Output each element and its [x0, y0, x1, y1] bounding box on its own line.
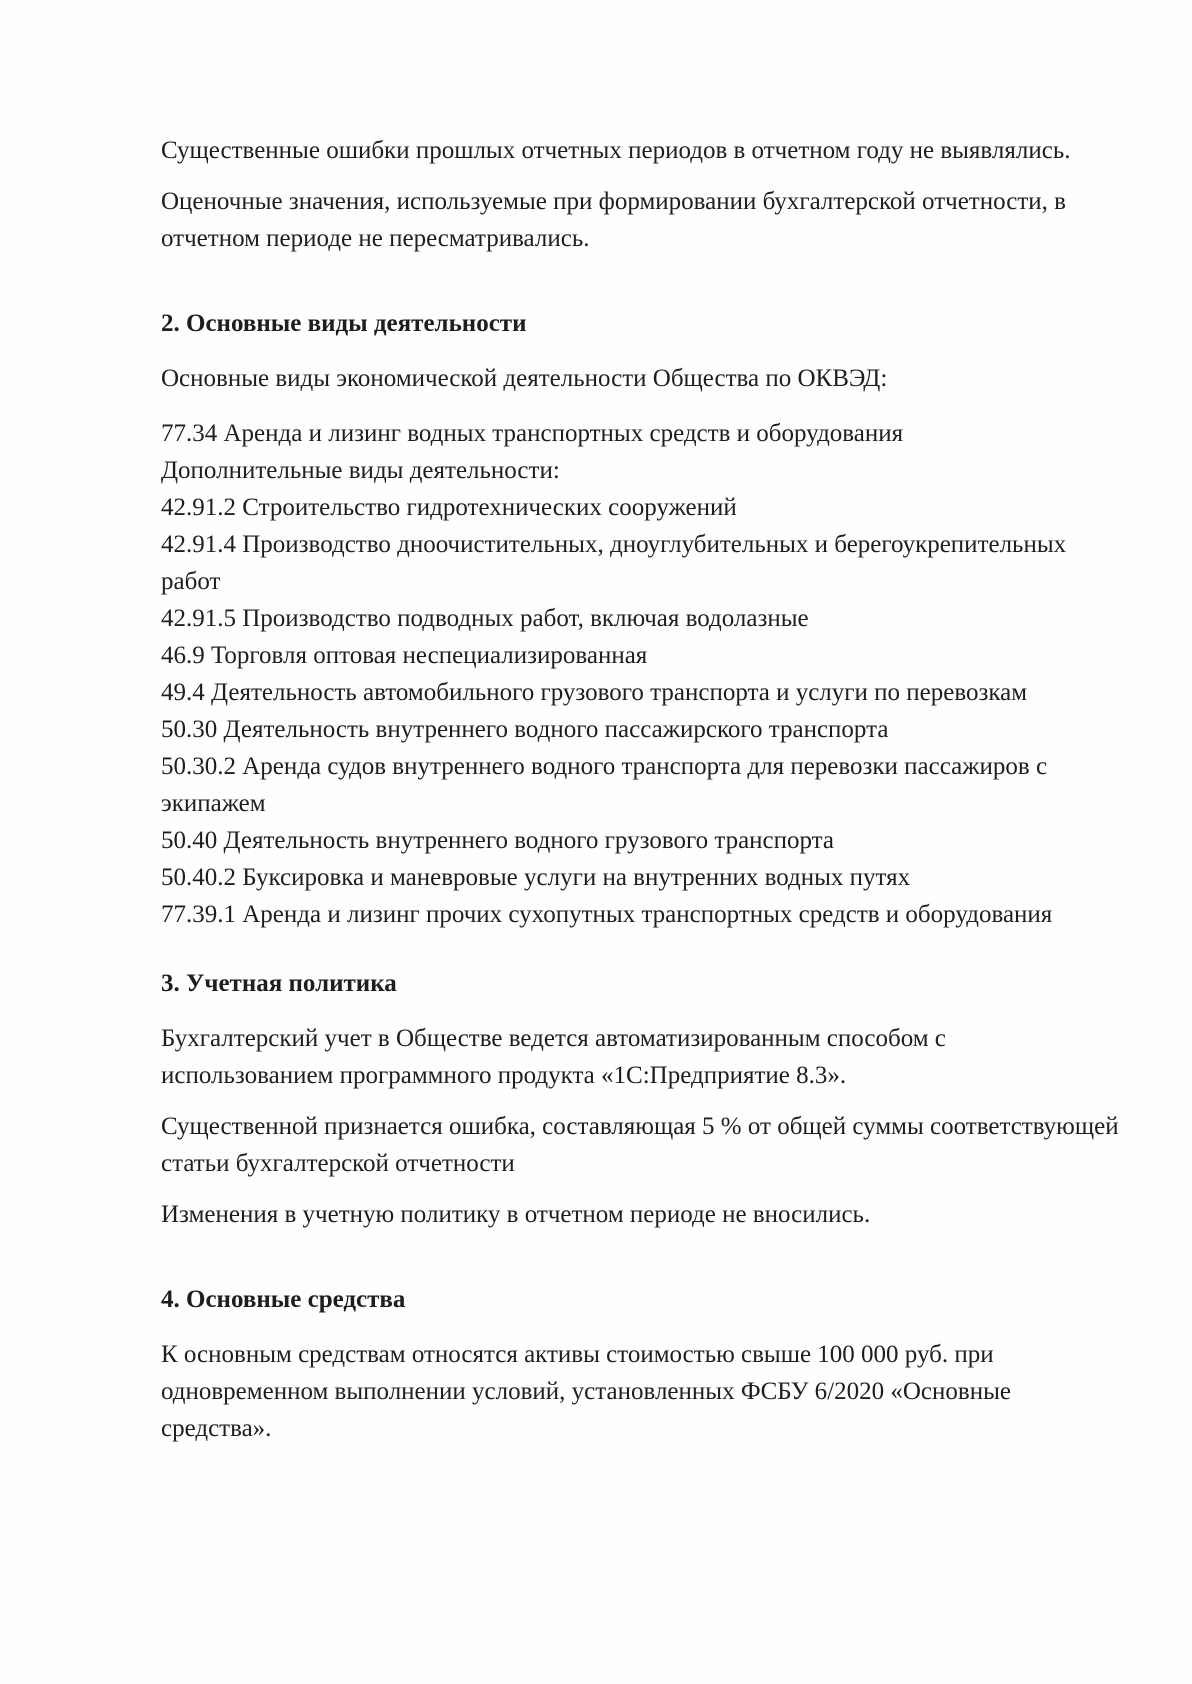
list-item: 77.39.1 Аренда и лизинг прочих сухопутных транспортных средств и оборудования — [161, 901, 1053, 928]
list-item: 50.30 Деятельность внутреннего водного пассажирского транспорта — [161, 716, 889, 743]
list-item: 46.9 Торговля оптовая неспециализированная — [161, 642, 648, 669]
additional-activities-label: Дополнительные виды деятельности: — [161, 457, 560, 484]
section-3-heading: 3. Учетная политика — [161, 970, 397, 997]
section-3-paragraph-software: Бухгалтерский учет в Обществе ведется автоматизированным способом с использованием программного продукта «1С:Предприятие 8.3». — [161, 1025, 946, 1089]
document-body — [161, 132, 1121, 1447]
list-item: 50.40.2 Буксировка и маневровые услуги на внутренних водных путях — [161, 864, 911, 891]
main-activity: 77.34 Аренда и лизинг водных транспортных средств и оборудования — [161, 420, 904, 447]
section-2-intro: Основные виды экономической деятельности Общества по ОКВЭД: — [161, 365, 888, 392]
section-3-paragraph-changes: Изменения в учетную политику в отчетном периоде не вносились. — [161, 1201, 871, 1228]
list-item: 42.91.4 Производство дноочистительных, дноуглубительных и берегоукрепительных работ — [161, 531, 1067, 595]
section-4-paragraph-assets: К основным средствам относятся активы стоимостью свыше 100 000 руб. при одновременном выполнении условий, установленных ФСБУ 6/2020 «Основные средства». — [161, 1341, 1011, 1442]
list-item: 42.91.2 Строительство гидротехнических сооружений — [161, 494, 737, 521]
list-item: 50.40 Деятельность внутреннего водного грузового транспорта — [161, 827, 835, 854]
intro-paragraph-errors: Существенные ошибки прошлых отчетных периодов в отчетном году не выявлялись. — [161, 137, 1071, 164]
list-item: 50.30.2 Аренда судов внутреннего водного транспорта для перевозки пассажиров с экипажем — [161, 753, 1048, 817]
activity-list — [161, 415, 1121, 933]
section-2-heading: 2. Основные виды деятельности — [161, 310, 527, 337]
section-4-heading: 4. Основные средства — [161, 1286, 406, 1313]
list-item: 49.4 Деятельность автомобильного грузового транспорта и услуги по перевозкам — [161, 679, 1028, 706]
section-3-paragraph-materiality: Существенной признается ошибка, составляющая 5 % от общей суммы соответствующей статьи бухгалтерской отчетности — [161, 1113, 1119, 1177]
list-item: 42.91.5 Производство подводных работ, включая водолазные — [161, 605, 809, 632]
intro-paragraph-estimates: Оценочные значения, используемые при формировании бухгалтерской отчетности, в отчетном периоде не пересматривались. — [161, 188, 1066, 252]
